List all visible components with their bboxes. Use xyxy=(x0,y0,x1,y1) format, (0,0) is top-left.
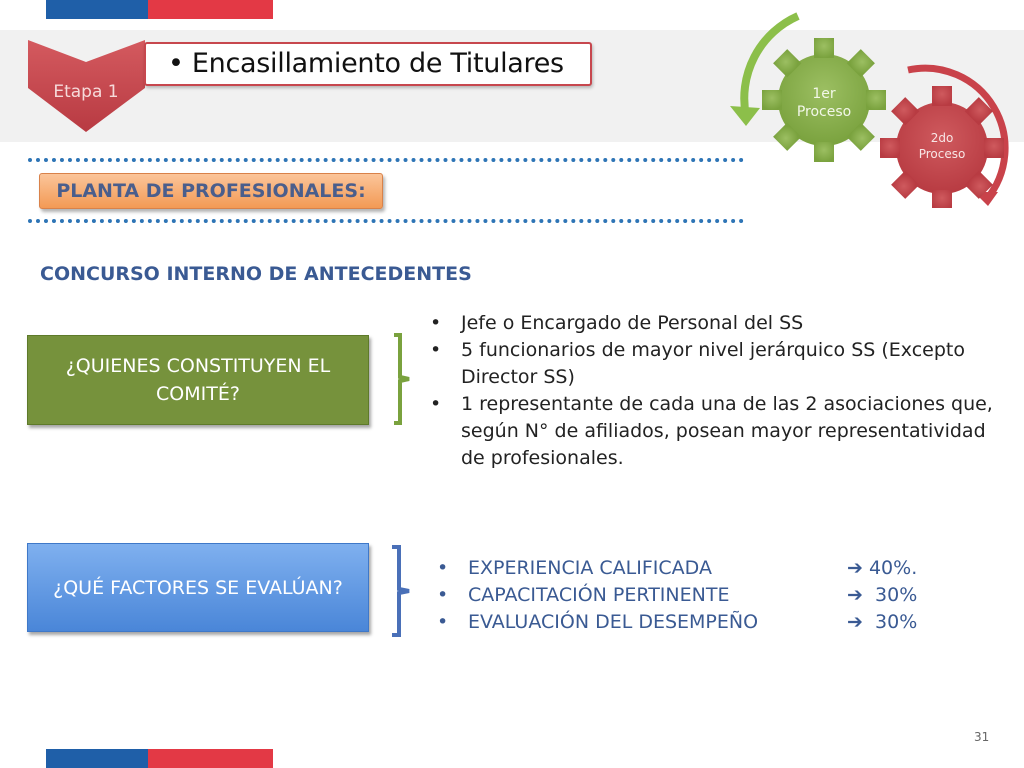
bullet-icon: • xyxy=(437,611,449,633)
list-item: • Jefe o Encargado de Personal del SS xyxy=(430,310,1010,337)
gear-second-line1: 2do xyxy=(930,131,954,145)
flag-bar-bottom xyxy=(46,749,273,768)
flag-bar-top xyxy=(46,0,273,19)
list-item: • 5 funcionarios de mayor nivel jerárquico SS (Excepto Director SS) xyxy=(430,339,965,388)
list-item xyxy=(437,555,937,582)
page-number: 31 xyxy=(974,730,990,744)
section-title-planta: PLANTA DE PROFESIONALES: xyxy=(39,173,383,209)
gear-first-line2: Proceso xyxy=(796,104,852,120)
factors-list xyxy=(437,555,937,636)
bullet-icon: • xyxy=(430,393,442,415)
gear-first-line1: 1er xyxy=(812,86,836,102)
gear-first xyxy=(762,38,886,162)
factor-label: CAPACITACIÓN PERTINENTE xyxy=(468,584,730,606)
factor-label: EVALUACIÓN DEL DESEMPEÑO xyxy=(468,611,759,633)
committee-list xyxy=(430,310,1010,472)
bullet-icon: • xyxy=(430,312,442,334)
factor-value: 30% xyxy=(875,584,918,606)
green-arrowhead xyxy=(730,106,760,126)
bullet-icon: • xyxy=(437,584,449,606)
gear-second-line2: Proceso xyxy=(918,147,966,161)
factor-value: 30% xyxy=(875,611,918,633)
process-gears xyxy=(726,8,1016,208)
bracket-icon xyxy=(390,333,412,425)
list-item xyxy=(437,582,937,609)
arrow-icon: ➔ xyxy=(847,611,863,633)
subtitle-concurso: CONCURSO INTERNO DE ANTECEDENTES xyxy=(40,263,472,285)
gear-second xyxy=(880,86,1004,208)
list-item xyxy=(437,609,937,636)
arrow-icon: ➔ xyxy=(847,557,863,579)
title-box xyxy=(144,42,592,86)
bracket-icon xyxy=(388,545,412,637)
factors-question-box xyxy=(27,543,369,632)
factor-label: EXPERIENCIA CALIFICADA xyxy=(468,557,712,579)
committee-question: ¿QUIENES CONSTITUYEN EL COMITÉ? xyxy=(65,355,331,405)
factor-value: 40%. xyxy=(868,557,918,579)
arrow-icon: ➔ xyxy=(847,584,863,606)
factors-question: ¿QUÉ FACTORES SE EVALÚAN? xyxy=(53,576,343,599)
bullet-icon: • xyxy=(437,557,449,579)
divider-bottom xyxy=(28,219,744,223)
committee-question-box xyxy=(27,335,369,425)
bullet-icon: • xyxy=(430,339,442,361)
list-item: • 1 representante de cada una de las 2 asociaciones que, según N° de afiliados, posean mayor representatividad de profesionales. xyxy=(430,393,993,469)
slide-title: • Encasillamiento de Titulares xyxy=(168,48,564,79)
divider-top xyxy=(28,158,744,162)
stage-label: Etapa 1 xyxy=(53,82,119,102)
